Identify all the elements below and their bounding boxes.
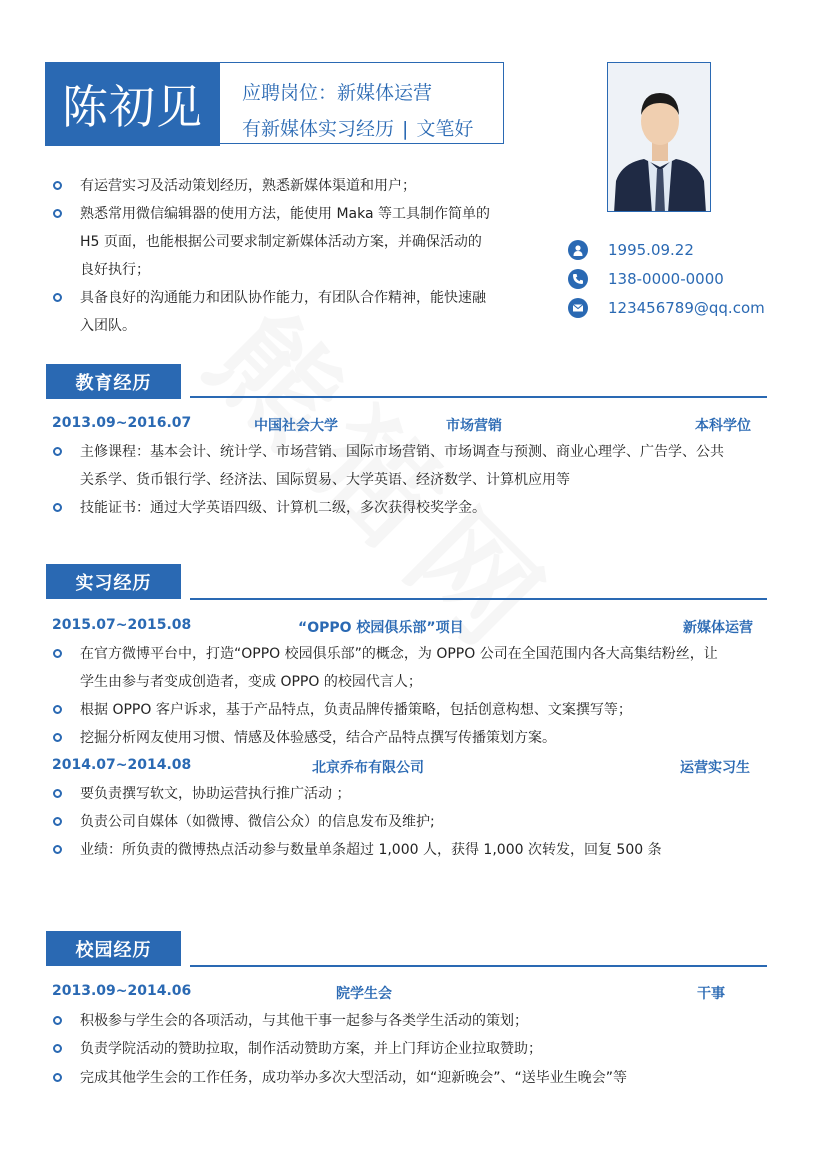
bullet-icon xyxy=(53,845,62,854)
job2-line: 负责公司自媒体（如微博、微信公众）的信息发布及维护; xyxy=(80,814,435,830)
job1-org: “OPPO 校园俱乐部”项目 xyxy=(298,620,464,636)
section-divider xyxy=(190,965,767,967)
summary-line: 具备良好的沟通能力和团队协作能力，有团队合作精神，能快速融 xyxy=(80,290,486,306)
bullet-icon xyxy=(53,209,62,218)
job2-period: 2014.07~2014.08 xyxy=(52,757,192,773)
education-period: 2013.09~2016.07 xyxy=(52,415,192,431)
job1-line: 在官方微博平台中，打造“OPPO 校园俱乐部”的概念，为 OPPO 公司在全国范围内各大高集结粉丝，让 xyxy=(80,646,718,662)
campus-line: 积极参与学生会的各项活动，与其他干事一起参与各类学生活动的策划； xyxy=(80,1013,528,1029)
job1-line: 学生由参与者变成创造者，变成 OPPO 的校园代言人； xyxy=(80,674,422,690)
section-title-internship: 实习经历 xyxy=(46,564,181,599)
bullet-icon xyxy=(53,817,62,826)
summary-line: 熟悉常用微信编辑器的使用方法，能使用 Maka 等工具制作简单的 xyxy=(80,206,490,222)
job1-line: 根据 OPPO 客户诉求，基于产品特点，负责品牌传播策略，包括创意构想、文案撰写等； xyxy=(80,702,632,718)
summary-line: H5 页面，也能根据公司要求制定新媒体活动方案，并确保活动的 xyxy=(80,234,482,250)
job2-role: 运营实习生 xyxy=(680,760,750,776)
mail-icon xyxy=(568,298,588,318)
email-text: 123456789@qq.com xyxy=(608,299,765,317)
section-divider xyxy=(190,598,767,600)
user-icon xyxy=(568,240,588,260)
person-portrait-icon xyxy=(608,63,711,212)
job1-line: 挖掘分析网友使用习惯、情感及体验感受，结合产品特点撰写传播策划方案。 xyxy=(80,730,556,746)
position-line: 应聘岗位：新媒体运营 xyxy=(242,82,433,104)
job1-role: 新媒体运营 xyxy=(683,620,753,636)
education-school: 中国社会大学 xyxy=(254,418,338,434)
job1-period: 2015.07~2015.08 xyxy=(52,617,192,633)
section-title-campus: 校园经历 xyxy=(46,931,181,966)
education-line: 主修课程：基本会计、统计学、市场营销、国际市场营销、市场调查与预测、商业心理学、广告学、公共 xyxy=(80,444,724,460)
bullet-icon xyxy=(53,447,62,456)
education-degree: 本科学位 xyxy=(695,418,751,434)
phone-text: 138-0000-0000 xyxy=(608,270,724,288)
campus-role: 干事 xyxy=(697,986,725,1002)
bullet-icon xyxy=(53,733,62,742)
profile-photo xyxy=(607,62,711,212)
education-major: 市场营销 xyxy=(446,418,502,434)
summary-line: 有运营实习及活动策划经历，熟悉新媒体渠道和用户； xyxy=(80,178,416,194)
highlight-left: 有新媒体实习经历 xyxy=(242,118,395,140)
bullet-icon xyxy=(53,503,62,512)
contact-phone xyxy=(568,267,724,291)
highlight-line xyxy=(242,114,473,141)
bullet-icon xyxy=(53,1016,62,1025)
bullet-icon xyxy=(53,649,62,658)
birthday-text: 1995.09.22 xyxy=(608,241,694,259)
campus-line: 完成其他学生会的工作任务，成功举办多次大型活动，如“迎新晚会”、“送毕业生晚会”等 xyxy=(80,1070,628,1086)
bullet-icon xyxy=(53,789,62,798)
campus-period: 2013.09~2014.06 xyxy=(52,983,192,999)
section-divider xyxy=(190,396,767,398)
phone-icon xyxy=(568,269,588,289)
highlight-separator: | xyxy=(402,118,409,140)
summary-line: 良好执行； xyxy=(80,262,150,278)
bullet-icon xyxy=(53,181,62,190)
job2-line: 要负责撰写软文，协助运营执行推广活动 ； xyxy=(80,786,351,802)
candidate-name: 陈初见 xyxy=(62,80,203,134)
highlight-right: 文笔好 xyxy=(416,118,474,140)
contact-birthday xyxy=(568,238,694,262)
contact-email xyxy=(568,296,765,320)
section-title-education: 教育经历 xyxy=(46,364,181,399)
name-block xyxy=(45,62,220,146)
campus-line: 负责学院活动的赞助拉取，制作活动赞助方案，并上门拜访企业拉取赞助； xyxy=(80,1041,542,1057)
education-line: 关系学、货币银行学、经济法、国际贸易、大学英语、经济数学、计算机应用等 xyxy=(80,472,570,488)
bullet-icon xyxy=(53,293,62,302)
campus-org: 院学生会 xyxy=(336,986,392,1002)
summary-line: 入团队。 xyxy=(80,318,136,334)
job2-line: 业绩：所负责的微博热点活动参与数量单条超过 1,000 人，获得 1,000 次转发，回复 500 条 xyxy=(80,842,662,858)
bullet-icon xyxy=(53,1044,62,1053)
job2-org: 北京乔布有限公司 xyxy=(312,760,424,776)
education-line: 技能证书：通过大学英语四级、计算机二级，多次获得校奖学金。 xyxy=(80,500,486,516)
bullet-icon xyxy=(53,1073,62,1082)
bullet-icon xyxy=(53,705,62,714)
